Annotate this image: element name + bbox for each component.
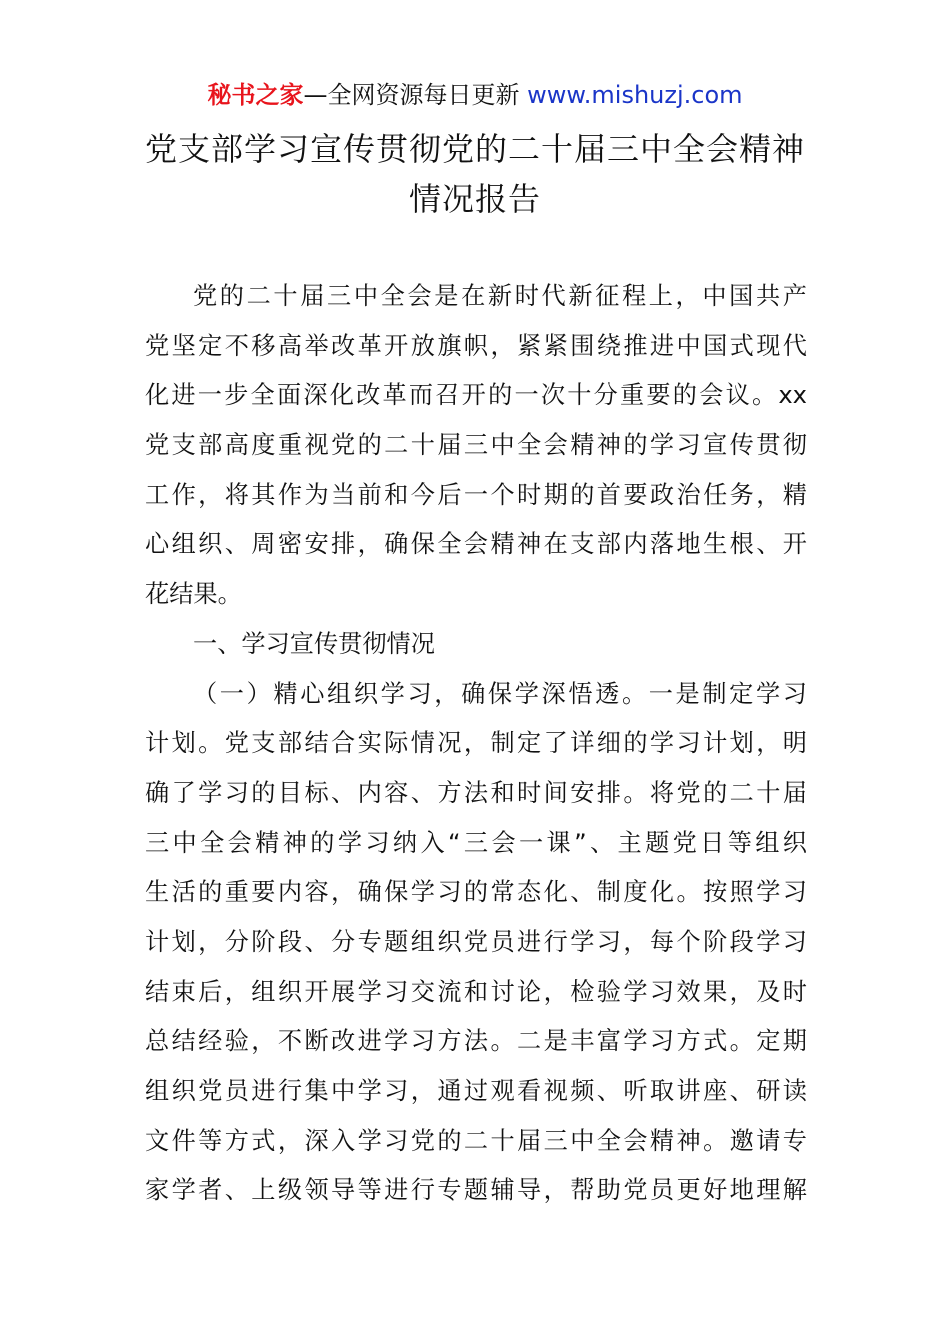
text-line: 计划，分阶段、分专题组织党员进行学习，每个阶段学习 — [145, 927, 807, 956]
site-header — [0, 78, 950, 112]
text-line: 总结经验，不断改进学习方法。二是丰富学习方式。定期 — [145, 1027, 807, 1056]
text-line: 文件等方式，深入学习党的二十届三中全会精神。邀请专 — [145, 1126, 807, 1155]
text-line: （一）精心组织学习，确保学深悟透。一是制定学习 — [193, 679, 807, 708]
text-line: 计划。党支部结合实际情况，制定了详细的学习计划，明 — [145, 729, 807, 758]
site-url-link[interactable]: www.mishuzj.com — [527, 81, 743, 109]
document-title — [0, 124, 950, 224]
title-line-2: 情况报告 — [408, 180, 541, 218]
text-line: 党支部高度重视党的二十届三中全会精神的学习宣传贯彻 — [145, 431, 807, 460]
text-line: 结束后，组织开展学习交流和讨论，检验学习效果，及时 — [145, 977, 807, 1006]
text-line: 花结果。 — [145, 580, 242, 609]
text-line: 心组织、周密安排，确保全会精神在支部内落地生根、开 — [145, 530, 807, 559]
text-line: 三中全会精神的学习纳入“三会一课”、主题党日等组织 — [145, 828, 807, 857]
section-heading — [145, 620, 807, 670]
text-line: 化进一步全面深化改革而召开的一次十分重要的会议。xx — [145, 381, 807, 410]
title-line-1: 党支部学习宣传贯彻党的二十届三中全会精神 — [144, 130, 805, 168]
text-line: 生活的重要内容，确保学习的常态化、制度化。按照学习 — [145, 878, 807, 907]
heading-line: 一、学习宣传贯彻情况 — [193, 629, 435, 658]
text-line: 家学者、上级领导等进行专题辅导，帮助党员更好地理解 — [145, 1176, 807, 1205]
brand-name: 秘书之家 — [207, 81, 304, 109]
paragraph-study — [145, 670, 807, 1217]
text-line: 党的二十届三中全会是在新时代新征程上，中国共产 — [193, 282, 807, 310]
document-body — [145, 272, 807, 1216]
text-line: 组织党员进行集中学习，通过观看视频、听取讲座、研读 — [145, 1077, 807, 1105]
header-tagline: —全网资源每日更新 — [303, 81, 528, 109]
text-line: 工作，将其作为当前和今后一个时期的首要政治任务，精 — [145, 480, 807, 509]
paragraph-intro — [145, 272, 807, 620]
text-line: 确了学习的目标、内容、方法和时间安排。将党的二十届 — [145, 778, 807, 807]
text-line: 党坚定不移高举改革开放旗帜，紧紧围绕推进中国式现代 — [145, 331, 807, 360]
